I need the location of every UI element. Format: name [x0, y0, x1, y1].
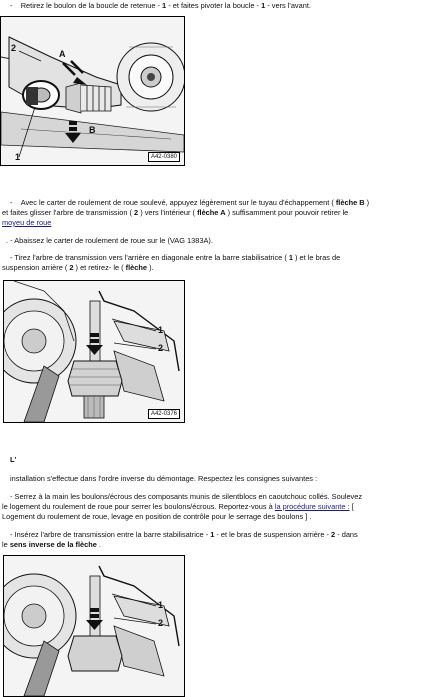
step-5-line-3: Logement du roulement de roue, levage en position de contrôle pour le serrage des boulons ] . [2, 512, 312, 521]
step-4-line-2: suspension arrière ( 2 ) et retirez- le ( flèche ). [2, 263, 154, 272]
callout-a: A [59, 49, 66, 59]
callout-1: 1 [158, 325, 164, 335]
callout-2: 2 [11, 43, 17, 53]
install-intro: installation s'effectue dans l'ordre inverse du démontage. Respectez les consignes suivantes : [10, 474, 318, 483]
figure-driveshaft-install [3, 555, 185, 697]
callout-2: 2 [158, 618, 164, 628]
step-2-line-3 [2, 218, 51, 228]
figure-driveshaft-removal [3, 280, 185, 423]
step-4-line-1: - Tirez l'arbre de transmission vers l'arrière en diagonale entre la barre stabilisatrice ( 1 ) et le bras de [10, 253, 341, 262]
step-2-line-1: - Avec le carter de roulement de roue soulevé, appuyez légèrement sur le tuyau d'échappement ( flèche B ) [10, 198, 370, 207]
wheel-hub-link[interactable]: moyeu de roue [2, 218, 52, 227]
step-5-line-2: le logement du roulement de roue pour serrer les boulons/écrous. Reportez-vous à la procédure suivante : [ [2, 502, 354, 511]
figure-2-drawing [4, 281, 184, 422]
figure-wheel-bearing-exhaust [0, 16, 185, 166]
wheel-hub [117, 43, 184, 111]
step-1-text: - Retirez le boulon de la boucle de retenue - 1 - et faites pivoter la boucle - 1 - vers l'avant. [10, 1, 311, 10]
step-3-text: . - Abaissez le carter de roulement de roue sur le (VAG 1383A). [6, 236, 213, 245]
figure-id: A42-0380 [148, 152, 180, 162]
section-heading: L' [10, 455, 17, 464]
callout-b: B [89, 125, 96, 135]
step-5-line-1: - Serrez à la main les boulons/écrous des composants munis de silentblocs en caoutchouc collés. Soulevez [10, 492, 363, 501]
callout-1: 1 [15, 152, 21, 162]
step-6-line-2: le sens inverse de la flèche . [2, 540, 102, 549]
callout-2: 2 [158, 343, 164, 353]
step-6-line-1: - Insérez l'arbre de transmission entre la barre stabilisatrice - 1 - et le bras de suspension arrière - 2 - dans [10, 530, 358, 539]
procedure-link[interactable]: la procédure suivante : [274, 502, 350, 511]
figure-id: A42-0376 [148, 409, 180, 419]
callout-1: 1 [158, 600, 164, 610]
clamp-loop [23, 81, 59, 109]
step-2-line-2: et faites glisser l'arbre de transmission ( 2 ) vers l'intérieur ( flèche A ) suffisamment pour pouvoir retirer le [2, 208, 349, 217]
figure-1-drawing [1, 17, 184, 165]
figure-3-drawing [4, 556, 184, 696]
